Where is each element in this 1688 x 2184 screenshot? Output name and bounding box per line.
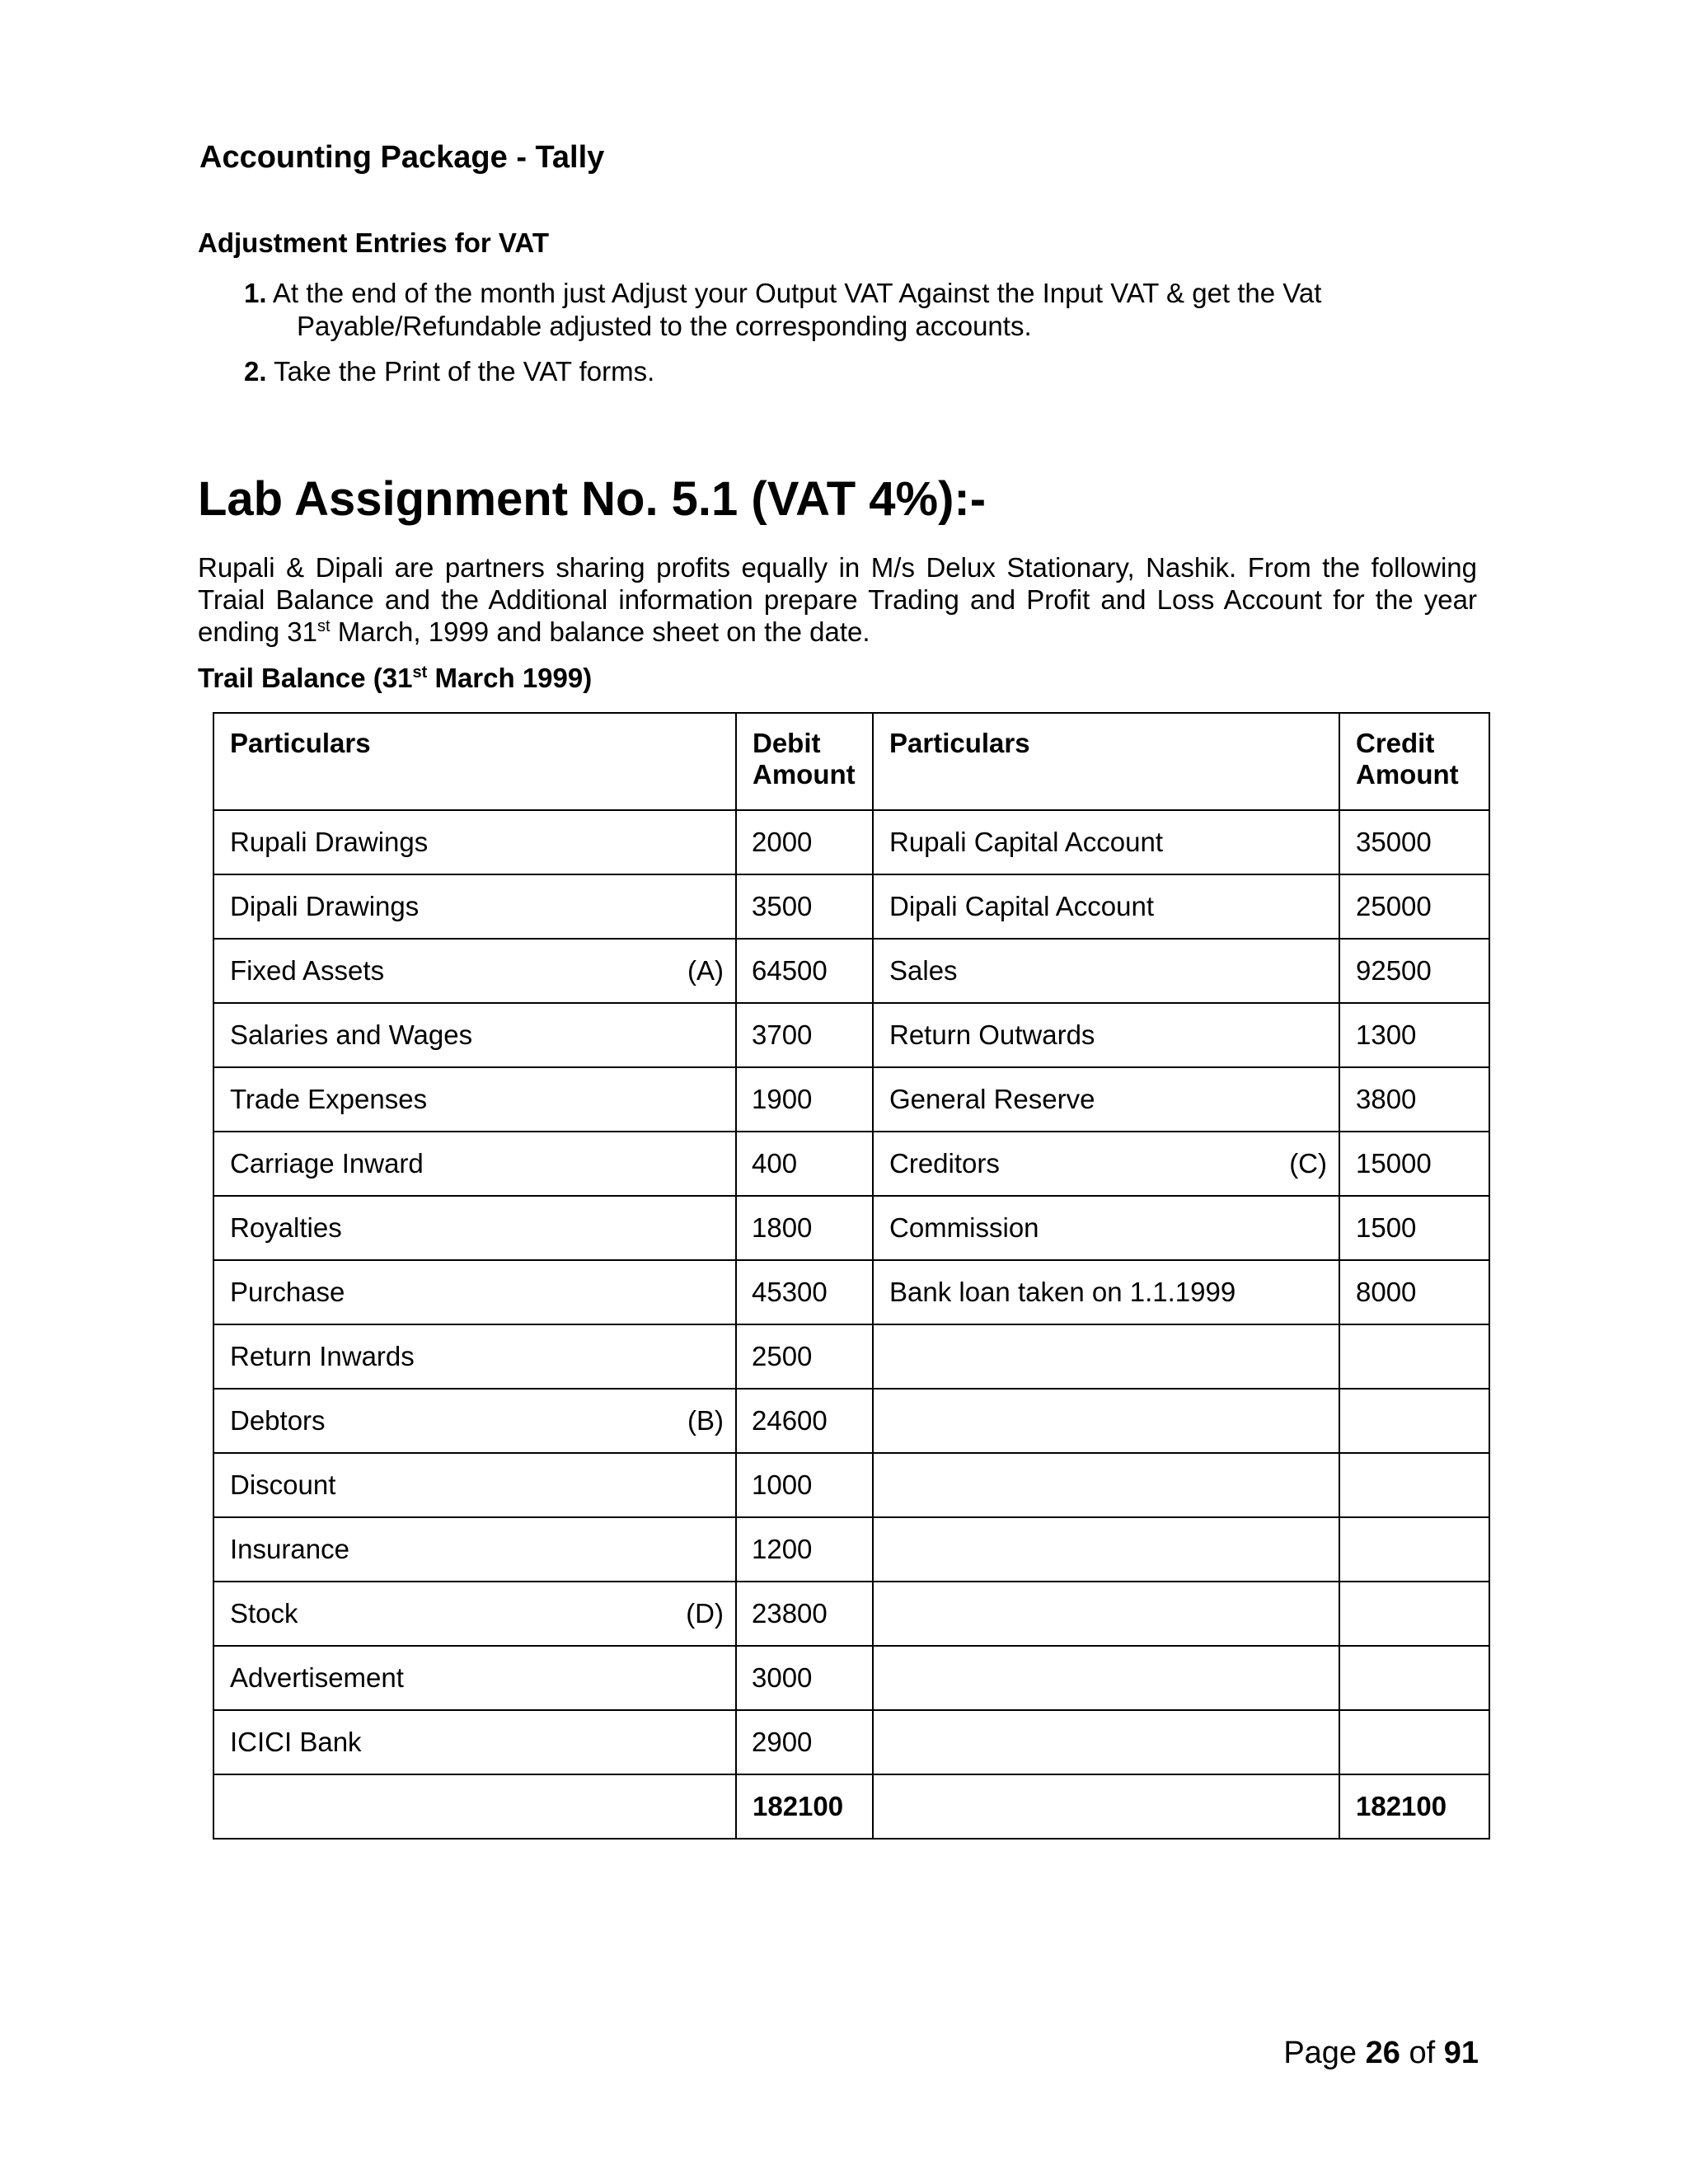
debit-mark: (A) <box>687 955 724 986</box>
document-header: Accounting Package - Tally <box>199 140 605 175</box>
credit-particular: Dipali Capital Account <box>889 891 1155 921</box>
debit-particular: Return Inwards <box>230 1341 415 1371</box>
table-row <box>213 1582 1489 1646</box>
debit-particular: Discount <box>230 1469 336 1500</box>
credit-amount <box>1339 1453 1489 1517</box>
adjustment-heading: Adjustment Entries for VAT <box>198 227 549 258</box>
debit-particular: Trade Expenses <box>230 1084 428 1114</box>
credit-particular-cell <box>873 810 1339 874</box>
debit-particular-cell <box>213 1582 736 1646</box>
table-row <box>213 1324 1489 1389</box>
debit-particular: Advertisement <box>230 1662 404 1693</box>
table-row <box>213 1646 1489 1710</box>
credit-particular-cell <box>873 1646 1339 1710</box>
table-row <box>213 1453 1489 1517</box>
assignment-intro <box>198 551 1477 648</box>
table-row <box>213 1003 1489 1067</box>
credit-amount <box>1339 1389 1489 1453</box>
header-credit-line1: Credit <box>1356 728 1435 758</box>
header-particulars-debit: Particulars <box>213 713 736 810</box>
credit-amount: 1500 <box>1339 1196 1489 1260</box>
credit-particular-cell <box>873 874 1339 939</box>
credit-particular: Sales <box>889 955 958 986</box>
debit-amount: 1800 <box>736 1196 873 1260</box>
debit-amount: 2500 <box>736 1324 873 1389</box>
credit-amount: 8000 <box>1339 1260 1489 1324</box>
credit-amount: 35000 <box>1339 810 1489 874</box>
debit-amount: 2900 <box>736 1710 873 1774</box>
heading-text: Trail Balance (31 <box>198 663 413 693</box>
table-row <box>213 1517 1489 1582</box>
item-text-line1: At the end of the month just Adjust your Output VAT Against the Input VAT & get the Vat <box>272 278 1322 308</box>
debit-particular: Stock <box>230 1598 298 1629</box>
debit-particular-cell <box>213 1646 736 1710</box>
credit-particular: Bank loan taken on 1.1.1999 <box>889 1277 1236 1307</box>
credit-amount <box>1339 1517 1489 1582</box>
debit-particular-cell <box>213 1517 736 1582</box>
debit-particular: Dipali Drawings <box>230 891 420 921</box>
debit-particular-cell <box>213 1196 736 1260</box>
intro-superscript: st <box>316 617 331 635</box>
item-number: 1. <box>244 278 267 308</box>
header-debit-line1: Debit <box>753 728 821 758</box>
credit-amount <box>1339 1710 1489 1774</box>
credit-amount: 15000 <box>1339 1132 1489 1196</box>
debit-amount: 3500 <box>736 874 873 939</box>
lab-assignment-title: Lab Assignment No. 5.1 (VAT 4%):- <box>198 472 987 526</box>
credit-particular-cell <box>873 1324 1339 1389</box>
totals-row <box>213 1774 1489 1839</box>
debit-particular: Royalties <box>230 1212 342 1243</box>
debit-particular-cell <box>213 1003 736 1067</box>
credit-particular-cell <box>873 1003 1339 1067</box>
intro-text-end: March, 1999 and balance sheet on the date. <box>330 616 870 647</box>
trial-balance-table <box>213 712 1490 1840</box>
debit-amount: 45300 <box>736 1260 873 1324</box>
credit-particular-cell <box>873 1260 1339 1324</box>
debit-particular: Rupali Drawings <box>230 827 429 857</box>
credit-total: 182100 <box>1339 1774 1489 1839</box>
table-row <box>213 874 1489 939</box>
credit-particular: Commission <box>889 1212 1039 1243</box>
table-row <box>213 1710 1489 1774</box>
page-label: Page <box>1283 2036 1366 2070</box>
debit-amount: 64500 <box>736 939 873 1003</box>
table-row <box>213 1260 1489 1324</box>
header-debit-amount <box>736 713 873 810</box>
credit-amount <box>1339 1582 1489 1646</box>
page-total: 91 <box>1443 2036 1479 2070</box>
intro-text: Rupali & Dipali are partners sharing profits equally in M/s Delux Stationary, Nashik. From the following Traial Balance and the Additional information prepare Trading and Profit and Loss Account for the year ending 31 <box>198 552 1477 647</box>
credit-particular: Rupali Capital Account <box>889 827 1164 857</box>
debit-amount: 400 <box>736 1132 873 1196</box>
debit-particular: ICICI Bank <box>230 1727 362 1757</box>
credit-amount: 92500 <box>1339 939 1489 1003</box>
page-number <box>1283 2036 1479 2071</box>
debit-amount: 3700 <box>736 1003 873 1067</box>
debit-particular-cell <box>213 1260 736 1324</box>
credit-amount <box>1339 1646 1489 1710</box>
debit-particular-cell <box>213 1710 736 1774</box>
header-credit-line2: Amount <box>1356 759 1459 790</box>
header-debit-line2: Amount <box>753 759 856 790</box>
debit-particular-cell <box>213 810 736 874</box>
credit-particular-cell <box>873 1067 1339 1132</box>
debit-particular: Carriage Inward <box>230 1148 424 1179</box>
debit-particular-cell <box>213 1389 736 1453</box>
debit-particular-cell <box>213 1324 736 1389</box>
credit-amount: 1300 <box>1339 1003 1489 1067</box>
debit-particular-cell <box>213 1453 736 1517</box>
credit-particular: General Reserve <box>889 1084 1095 1114</box>
debit-amount: 23800 <box>736 1582 873 1646</box>
debit-particular: Salaries and Wages <box>230 1019 473 1050</box>
trial-balance-heading <box>198 663 592 694</box>
debit-amount: 3000 <box>736 1646 873 1710</box>
table-row <box>213 1067 1489 1132</box>
table-row <box>213 939 1489 1003</box>
debit-particular: Fixed Assets <box>230 955 385 986</box>
header-particulars-credit: Particulars <box>873 713 1339 810</box>
credit-amount: 25000 <box>1339 874 1489 939</box>
table-row <box>213 810 1489 874</box>
debit-mark: (B) <box>687 1405 724 1436</box>
credit-amount: 3800 <box>1339 1067 1489 1132</box>
credit-particular-cell <box>873 1196 1339 1260</box>
heading-text-end: March 1999) <box>427 663 593 693</box>
item-text: Take the Print of the VAT forms. <box>274 356 655 387</box>
totals-blank-debit <box>213 1774 736 1839</box>
debit-amount: 24600 <box>736 1389 873 1453</box>
totals-blank-credit <box>873 1774 1339 1839</box>
credit-particular: Return Outwards <box>889 1019 1095 1050</box>
credit-particular-cell <box>873 1132 1339 1196</box>
debit-particular-cell <box>213 1067 736 1132</box>
credit-particular-cell <box>873 939 1339 1003</box>
debit-particular: Debtors <box>230 1405 326 1436</box>
debit-particular-cell <box>213 874 736 939</box>
debit-amount: 1200 <box>736 1517 873 1582</box>
debit-particular: Insurance <box>230 1534 349 1564</box>
credit-particular-cell <box>873 1582 1339 1646</box>
debit-total: 182100 <box>736 1774 873 1839</box>
debit-amount: 2000 <box>736 810 873 874</box>
item-text-line2: Payable/Refundable adjusted to the corresponding accounts. <box>297 311 1032 341</box>
credit-particular: Creditors <box>889 1148 1000 1179</box>
header-credit-amount <box>1339 713 1489 810</box>
table-row <box>213 1389 1489 1453</box>
table-row <box>213 1196 1489 1260</box>
credit-particular-cell <box>873 1517 1339 1582</box>
debit-particular-cell <box>213 939 736 1003</box>
debit-mark: (D) <box>686 1598 724 1629</box>
debit-particular-cell <box>213 1132 736 1196</box>
page-of: of <box>1400 2036 1444 2070</box>
adjustment-item-1 <box>244 277 1381 343</box>
credit-particular-cell <box>873 1389 1339 1453</box>
adjustment-item-2 <box>244 355 654 388</box>
item-number: 2. <box>244 356 267 387</box>
credit-amount <box>1339 1324 1489 1389</box>
debit-particular: Purchase <box>230 1277 345 1307</box>
table-row <box>213 1132 1489 1196</box>
page-current: 26 <box>1365 2036 1400 2070</box>
credit-mark: (C) <box>1289 1148 1327 1179</box>
debit-amount: 1900 <box>736 1067 873 1132</box>
credit-particular-cell <box>873 1710 1339 1774</box>
credit-particular-cell <box>873 1453 1339 1517</box>
debit-amount: 1000 <box>736 1453 873 1517</box>
table-header-row <box>213 713 1489 810</box>
heading-superscript: st <box>412 663 428 682</box>
